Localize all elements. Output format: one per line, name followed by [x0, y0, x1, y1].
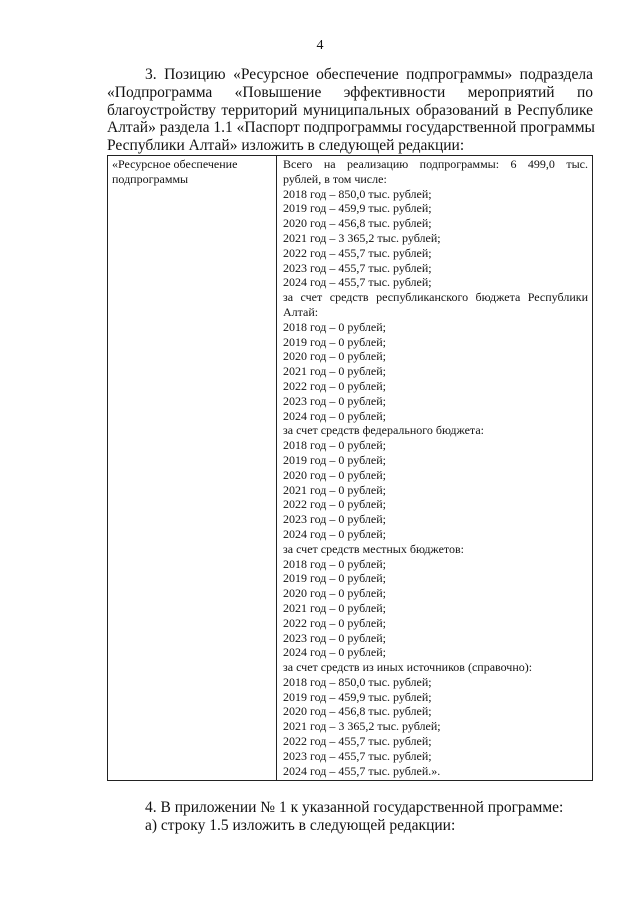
year-amount-line: 2020 год – 0 рублей;: [283, 349, 386, 364]
year-amount-line: 2024 год – 455,7 тыс. рублей;: [283, 275, 432, 290]
year-amount-line: 2022 год – 0 рублей;: [283, 497, 386, 512]
label-line: подпрограммы: [112, 171, 189, 186]
page-number: 4: [316, 38, 324, 53]
year-amount-line: 2020 год – 456,8 тыс. рублей;: [283, 704, 432, 719]
republic-years-list: [283, 320, 588, 424]
year-amount-line: 2021 год – 3 365,2 тыс. рублей;: [283, 230, 441, 245]
paragraph-line: 3. Позицию «Ресурсное обеспечение подпрограммы» подраздела: [145, 66, 593, 83]
section-4-paragraph: [145, 799, 563, 835]
federal-budget-heading: за счет средств федерального бюджета:: [283, 423, 484, 438]
paragraph-line: «Подпрограмма «Повышение эффективности мероприятий по: [107, 83, 593, 101]
year-amount-line: 2023 год – 0 рублей;: [283, 393, 386, 408]
year-amount-line: 2020 год – 0 рублей;: [283, 467, 386, 482]
other-sources-heading: за счет средств из иных источников (справочно):: [283, 660, 533, 675]
year-amount-line: 2020 год – 456,8 тыс. рублей;: [283, 216, 432, 231]
year-amount-line: 2018 год – 0 рублей;: [283, 438, 386, 453]
section-3-paragraph: [107, 66, 593, 155]
year-amount-line: 2023 год – 455,7 тыс. рублей;: [283, 748, 432, 763]
resource-provision-table: [107, 155, 593, 781]
year-amount-line: 2018 год – 0 рублей;: [283, 319, 386, 334]
paragraph-line: а) строку 1.5 изложить в следующей редакции:: [145, 817, 456, 834]
table-row: [108, 156, 593, 781]
paragraph-line: Алтай» раздела 1.1 «Паспорт подпрограммы государственной программы: [107, 119, 595, 137]
federal-years-list: [283, 438, 588, 542]
year-amount-line: 2024 год – 0 рублей;: [283, 526, 386, 541]
year-amount-line: 2019 год – 0 рублей;: [283, 334, 386, 349]
year-amount-line: 2022 год – 0 рублей;: [283, 615, 386, 630]
year-amount-line: 2018 год – 0 рублей;: [283, 556, 386, 571]
total-years-list: [283, 187, 588, 291]
year-amount-line: 2021 год – 0 рублей;: [283, 600, 386, 615]
value-cell: [277, 156, 593, 781]
local-years-list: [283, 557, 588, 661]
year-amount-line: 2022 год – 455,7 тыс. рублей;: [283, 245, 432, 260]
year-amount-line: 2022 год – 455,7 тыс. рублей;: [283, 734, 432, 749]
year-amount-line: 2019 год – 459,9 тыс. рублей;: [283, 201, 432, 216]
year-amount-line: 2023 год – 455,7 тыс. рублей;: [283, 260, 432, 275]
republic-budget-heading: Алтай:: [283, 304, 319, 319]
total-intro-line: Всего на реализацию подпрограммы: 6 499,0 тыс.: [283, 157, 588, 171]
year-amount-line: 2022 год – 0 рублей;: [283, 378, 386, 393]
year-amount-line: 2024 год – 455,7 тыс. рублей.».: [283, 763, 441, 778]
year-amount-line: 2018 год – 850,0 тыс. рублей;: [283, 186, 432, 201]
paragraph-line: 4. В приложении № 1 к указанной государственной программе:: [145, 799, 564, 816]
label-cell: [108, 156, 277, 781]
total-intro-line: рублей, в том числе:: [283, 171, 387, 186]
year-amount-line: 2018 год – 850,0 тыс. рублей;: [283, 674, 432, 689]
year-amount-line: 2021 год – 0 рублей;: [283, 364, 386, 379]
year-amount-line: 2019 год – 0 рублей;: [283, 571, 386, 586]
year-amount-line: 2021 год – 3 365,2 тыс. рублей;: [283, 719, 441, 734]
year-amount-line: 2021 год – 0 рублей;: [283, 482, 386, 497]
year-amount-line: 2023 год – 0 рублей;: [283, 630, 386, 645]
year-amount-line: 2023 год – 0 рублей;: [283, 512, 386, 527]
label-line: «Ресурсное обеспечение: [112, 157, 238, 171]
paragraph-line: Республики Алтай» изложить в следующей редакции:: [107, 137, 465, 155]
year-amount-line: 2024 год – 0 рублей;: [283, 408, 386, 423]
republic-budget-heading: за счет средств республиканского бюджета Республики: [283, 290, 588, 305]
paragraph-line: благоустройству территорий муниципальных образований в Республике: [107, 101, 593, 119]
year-amount-line: 2024 год – 0 рублей;: [283, 645, 386, 660]
year-amount-line: 2020 год – 0 рублей;: [283, 586, 386, 601]
year-amount-line: 2019 год – 459,9 тыс. рублей;: [283, 689, 432, 704]
year-amount-line: 2019 год – 0 рублей;: [283, 452, 386, 467]
other-years-list: [283, 675, 588, 779]
local-budget-heading: за счет средств местных бюджетов:: [283, 541, 464, 556]
